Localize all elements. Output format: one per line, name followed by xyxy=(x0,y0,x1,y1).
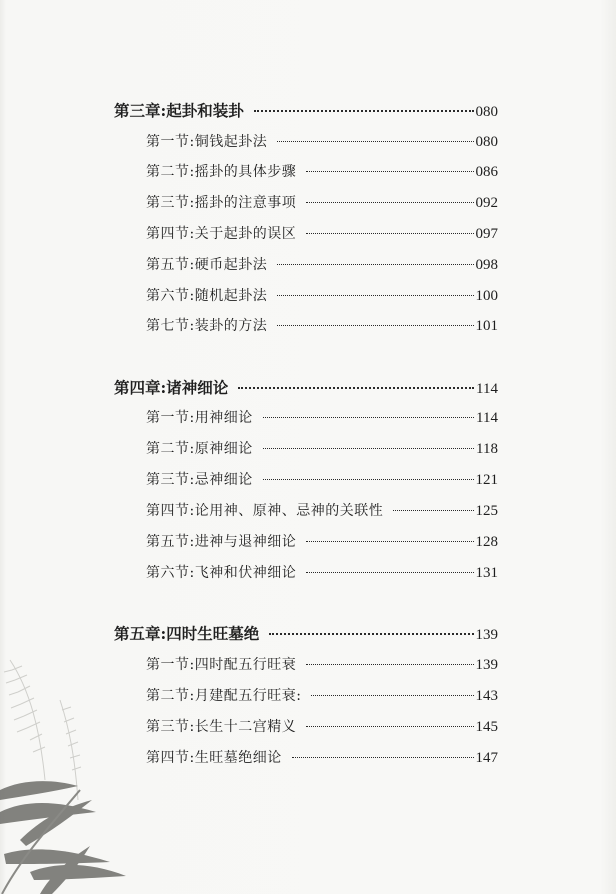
dot-leader xyxy=(277,264,473,265)
page-number: 098 xyxy=(475,257,498,273)
page-number: 114 xyxy=(476,410,498,426)
section-entry[interactable] xyxy=(146,191,498,215)
page-number: 097 xyxy=(475,226,498,242)
page-number: 131 xyxy=(475,565,498,581)
chapter-title: 第五章:四时生旺墓绝 xyxy=(114,624,260,643)
page-number: 100 xyxy=(475,288,498,304)
section-title: 第四节:生旺墓绝细论 xyxy=(146,750,282,766)
faint-feather-leaves xyxy=(4,660,81,800)
dot-leader xyxy=(306,202,473,203)
page-number: 080 xyxy=(475,104,498,120)
section-entry[interactable] xyxy=(146,653,498,677)
chapter-title: 第四章:诸神细论 xyxy=(114,378,229,397)
dot-leader xyxy=(263,417,474,418)
section-title: 第三节:长生十二宫精义 xyxy=(146,719,297,735)
section-entry[interactable] xyxy=(146,314,498,338)
page-number: 143 xyxy=(475,688,498,704)
section-entry[interactable] xyxy=(146,284,498,308)
dot-leader xyxy=(238,387,474,389)
page-number: 114 xyxy=(476,381,498,397)
section-title: 第四节:关于起卦的误区 xyxy=(146,226,297,242)
section-title: 第二节:月建配五行旺衰: xyxy=(146,688,302,704)
dot-leader xyxy=(263,448,474,449)
page-number: 139 xyxy=(475,657,498,673)
section-title: 第五节:硬币起卦法 xyxy=(146,257,268,273)
page-number: 101 xyxy=(475,318,498,334)
section-title: 第一节:铜钱起卦法 xyxy=(146,134,268,150)
dot-leader xyxy=(269,633,473,635)
bamboo-leaves-illustration xyxy=(0,640,150,894)
dot-leader xyxy=(306,726,473,727)
section-entry[interactable] xyxy=(146,499,498,523)
section-entry[interactable] xyxy=(146,468,498,492)
section-entry[interactable] xyxy=(146,561,498,585)
page-number: 145 xyxy=(475,719,498,735)
section-title: 第二节:原神细论 xyxy=(146,441,253,457)
dot-leader xyxy=(292,757,474,758)
section-title: 第三节:忌神细论 xyxy=(146,472,253,488)
section-title: 第五节:进神与退神细论 xyxy=(146,534,297,550)
page-number: 121 xyxy=(475,472,498,488)
dot-leader xyxy=(254,110,474,112)
page-number: 092 xyxy=(475,195,498,211)
dot-leader xyxy=(306,664,473,665)
page-number: 128 xyxy=(475,534,498,550)
section-title: 第二节:摇卦的具体步骤 xyxy=(146,164,297,180)
page-number: 139 xyxy=(475,627,498,643)
page-number: 125 xyxy=(475,503,498,519)
chapter-title: 第三章:起卦和装卦 xyxy=(114,101,244,120)
dot-leader xyxy=(306,572,473,573)
section-entry[interactable] xyxy=(146,253,498,277)
dot-leader xyxy=(306,233,473,234)
section-title: 第一节:四时配五行旺衰 xyxy=(146,657,297,673)
dot-leader xyxy=(263,479,474,480)
page-number: 080 xyxy=(475,134,498,150)
section-title: 第六节:随机起卦法 xyxy=(146,288,268,304)
section-entry[interactable] xyxy=(146,160,498,184)
section-title: 第七节:装卦的方法 xyxy=(146,318,268,334)
section-title: 第六节:飞神和伏神细论 xyxy=(146,565,297,581)
section-entry[interactable] xyxy=(146,684,498,708)
page-number: 086 xyxy=(475,164,498,180)
section-entry[interactable] xyxy=(146,222,498,246)
dot-leader xyxy=(311,695,473,696)
section-title: 第一节:用神细论 xyxy=(146,410,253,426)
section-entry[interactable] xyxy=(146,715,498,739)
section-entry[interactable] xyxy=(146,530,498,554)
dot-leader xyxy=(277,325,473,326)
chapter-heading[interactable] xyxy=(114,622,498,646)
dot-leader xyxy=(393,510,473,511)
section-title: 第三节:摇卦的注意事项 xyxy=(146,195,297,211)
dot-leader xyxy=(277,141,473,142)
dark-bamboo-leaves xyxy=(0,781,126,894)
dot-leader xyxy=(306,171,473,172)
dot-leader xyxy=(277,295,473,296)
page-number: 118 xyxy=(476,441,498,457)
section-entry[interactable] xyxy=(146,406,498,430)
chapter-heading[interactable] xyxy=(114,376,498,400)
section-title: 第四节:论用神、原神、忌神的关联性 xyxy=(146,503,384,519)
section-entry[interactable] xyxy=(146,437,498,461)
dot-leader xyxy=(306,541,473,542)
section-entry[interactable] xyxy=(146,130,498,154)
section-entry[interactable] xyxy=(146,746,498,770)
page-number: 147 xyxy=(475,750,498,766)
chapter-heading[interactable] xyxy=(114,99,498,123)
